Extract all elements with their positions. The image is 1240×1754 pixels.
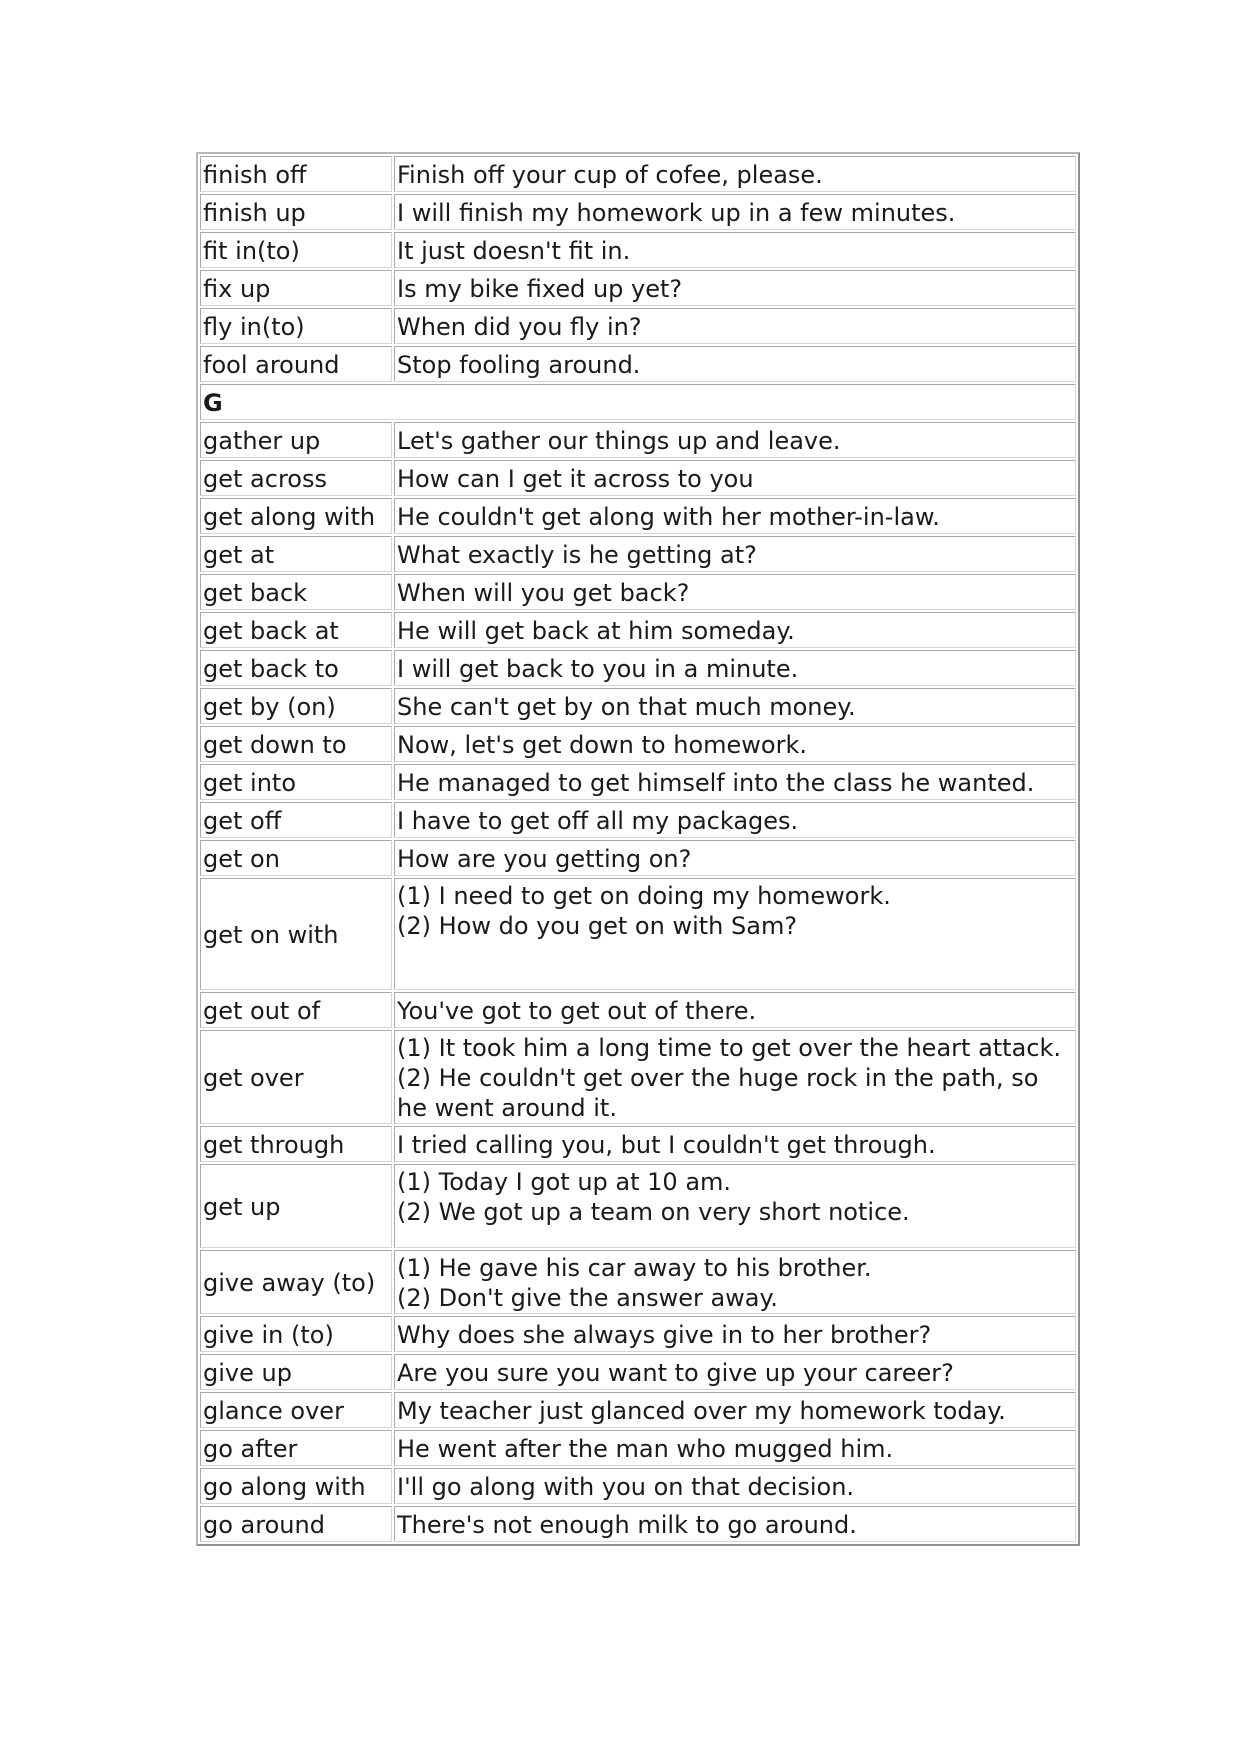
phrasal-verb-cell: get on (200, 840, 392, 876)
example-sentence: Is my bike fixed up yet? (397, 275, 683, 303)
phrasal-verb-cell: finish up (200, 194, 392, 230)
example-cell (394, 1468, 1076, 1504)
example-sentence: You've got to get out of there. (397, 997, 757, 1025)
table-row (200, 422, 1076, 458)
example-sentence: (2) Don't give the answer away. (397, 1284, 778, 1312)
example-sentence: Why does she always give in to her brother? (397, 1321, 932, 1349)
example-cell (394, 802, 1076, 838)
section-letter: G (200, 384, 1076, 420)
example-sentence: (2) How do you get on with Sam? (397, 912, 798, 940)
phrasal-verb-cell: get down to (200, 726, 392, 762)
example-sentence: I'll go along with you on that decision. (397, 1473, 855, 1501)
example-sentence: When will you get back? (397, 579, 690, 607)
example-cell (394, 840, 1076, 876)
phrasal-verb-cell: get on with (200, 878, 392, 990)
table-row (200, 270, 1076, 306)
example-cell (394, 232, 1076, 268)
phrasal-verb-cell: finish off (200, 156, 392, 192)
table-row (200, 536, 1076, 572)
example-cell (394, 764, 1076, 800)
example-sentence: When did you fly in? (397, 313, 642, 341)
example-cell (394, 498, 1076, 534)
table-row (200, 460, 1076, 496)
example-sentence: How are you getting on? (397, 845, 692, 873)
example-sentence: He couldn't get along with her mother-in-law. (397, 503, 940, 531)
example-sentence: (1) Today I got up at 10 am. (397, 1168, 732, 1196)
example-cell (394, 1430, 1076, 1466)
table-row (200, 1316, 1076, 1352)
table-row (200, 1468, 1076, 1504)
section-row (200, 384, 1076, 420)
example-sentence: I will finish my homework up in a few minutes. (397, 199, 956, 227)
phrasal-verb-cell: get over (200, 1030, 392, 1124)
phrasal-verb-cell: glance over (200, 1392, 392, 1428)
example-sentence: (1) It took him a long time to get over the heart attack. (397, 1034, 1062, 1062)
table-row (200, 498, 1076, 534)
example-sentence: What exactly is he getting at? (397, 541, 757, 569)
example-sentence: I will get back to you in a minute. (397, 655, 799, 683)
table-row (200, 308, 1076, 344)
table-row (200, 1164, 1076, 1248)
phrasal-verb-cell: give up (200, 1354, 392, 1390)
phrasal-verb-cell: get across (200, 460, 392, 496)
table-row (200, 840, 1076, 876)
example-sentence: He went after the man who mugged him. (397, 1435, 894, 1463)
example-sentence: Let's gather our things up and leave. (397, 427, 841, 455)
phrasal-verb-cell: go along with (200, 1468, 392, 1504)
phrasal-verb-cell: fly in(to) (200, 308, 392, 344)
phrasal-verb-cell: fool around (200, 346, 392, 382)
table-row (200, 1392, 1076, 1428)
phrasal-verb-cell: get back (200, 574, 392, 610)
example-cell (394, 460, 1076, 496)
example-cell (394, 688, 1076, 724)
phrasal-verb-cell: fix up (200, 270, 392, 306)
example-cell (394, 878, 1076, 990)
example-cell (394, 536, 1076, 572)
example-sentence: It just doesn't fit in. (397, 237, 631, 265)
example-sentence: He managed to get himself into the class he wanted. (397, 769, 1035, 797)
table-body (200, 156, 1076, 1542)
phrasal-verb-cell: get by (on) (200, 688, 392, 724)
example-sentence: (1) I need to get on doing my homework. (397, 882, 891, 910)
table-row (200, 1506, 1076, 1542)
table-row (200, 156, 1076, 192)
phrasal-verb-cell: go around (200, 1506, 392, 1542)
phrasal-verb-cell: get out of (200, 992, 392, 1028)
table-row (200, 878, 1076, 990)
table-row (200, 992, 1076, 1028)
phrasal-verb-cell: get off (200, 802, 392, 838)
phrasal-verb-cell: give away (to) (200, 1250, 392, 1314)
phrasal-verb-cell: gather up (200, 422, 392, 458)
example-cell (394, 156, 1076, 192)
table-row (200, 194, 1076, 230)
example-cell (394, 422, 1076, 458)
example-cell (394, 1126, 1076, 1162)
table-row (200, 1250, 1076, 1314)
table-row (200, 346, 1076, 382)
example-sentence: My teacher just glanced over my homework today. (397, 1397, 1006, 1425)
example-sentence: Finish off your cup of cofee, please. (397, 161, 823, 189)
example-sentence: I tried calling you, but I couldn't get through. (397, 1131, 936, 1159)
example-cell (394, 308, 1076, 344)
table-row (200, 726, 1076, 762)
table-row (200, 1430, 1076, 1466)
phrasal-verb-table (196, 152, 1080, 1546)
example-cell (394, 1164, 1076, 1248)
table-row (200, 1354, 1076, 1390)
table-row (200, 1126, 1076, 1162)
phrasal-verb-cell: get through (200, 1126, 392, 1162)
phrasal-verb-cell: get at (200, 536, 392, 572)
phrasal-verb-cell: get up (200, 1164, 392, 1248)
example-sentence: There's not enough milk to go around. (397, 1511, 857, 1539)
example-sentence: He will get back at him someday. (397, 617, 795, 645)
table-row (200, 232, 1076, 268)
example-cell (394, 346, 1076, 382)
phrasal-verb-cell: go after (200, 1430, 392, 1466)
example-cell (394, 1030, 1076, 1124)
example-cell (394, 1250, 1076, 1314)
example-sentence: How can I get it across to you (397, 465, 754, 493)
example-sentence: Stop fooling around. (397, 351, 641, 379)
example-cell (394, 650, 1076, 686)
example-cell (394, 612, 1076, 648)
phrasal-verb-cell: get along with (200, 498, 392, 534)
table-row (200, 612, 1076, 648)
example-sentence: (2) We got up a team on very short notice. (397, 1198, 910, 1226)
phrasal-verb-cell: give in (to) (200, 1316, 392, 1352)
phrasal-verb-cell: get back to (200, 650, 392, 686)
phrasal-verb-cell: fit in(to) (200, 232, 392, 268)
example-cell (394, 992, 1076, 1028)
table-row (200, 650, 1076, 686)
example-sentence: (1) He gave his car away to his brother. (397, 1254, 872, 1282)
table-row (200, 1030, 1076, 1124)
example-cell (394, 1316, 1076, 1352)
example-sentence: (2) He couldn't get over the huge rock in the path, so he went around it. (397, 1064, 1039, 1122)
example-cell (394, 726, 1076, 762)
example-sentence: She can't get by on that much money. (397, 693, 856, 721)
table-row (200, 802, 1076, 838)
example-cell (394, 1506, 1076, 1542)
example-sentence: Are you sure you want to give up your career? (397, 1359, 954, 1387)
example-cell (394, 1392, 1076, 1428)
phrasal-verb-cell: get back at (200, 612, 392, 648)
example-cell (394, 194, 1076, 230)
phrasal-verb-cell: get into (200, 764, 392, 800)
table-row (200, 688, 1076, 724)
example-cell (394, 1354, 1076, 1390)
table-row (200, 574, 1076, 610)
table-row (200, 764, 1076, 800)
example-cell (394, 574, 1076, 610)
example-cell (394, 270, 1076, 306)
example-sentence: I have to get off all my packages. (397, 807, 799, 835)
example-sentence: Now, let's get down to homework. (397, 731, 807, 759)
